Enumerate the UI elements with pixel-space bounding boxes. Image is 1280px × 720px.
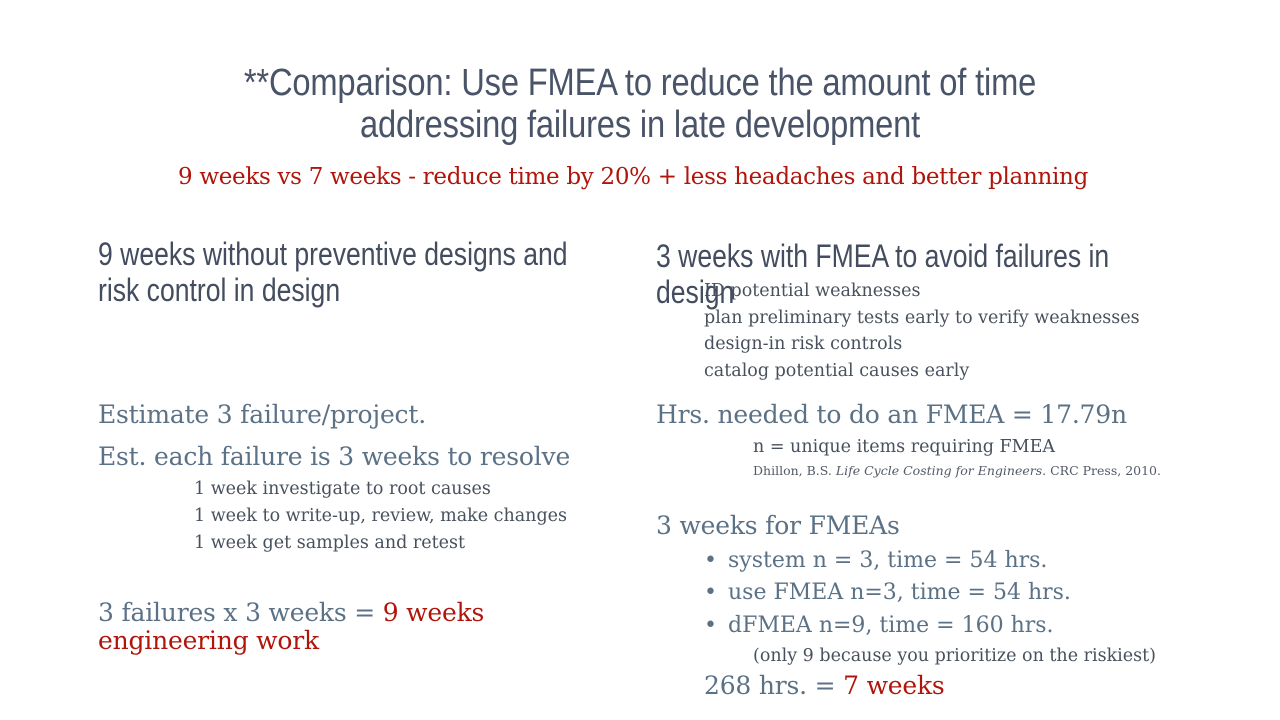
- left-heading: 9 weeks without preventive designs and risk control in design: [98, 236, 568, 308]
- right-total-weeks: 7 weeks: [843, 671, 945, 700]
- fmea-bullet-item: [704, 548, 1047, 573]
- right-total-line: [704, 671, 945, 700]
- right-heading: 3 weeks with FMEA to avoid failures in design: [656, 238, 1110, 310]
- right-list-item: catalog potential causes early: [704, 361, 970, 381]
- left-step-item: 1 week investigate to root causes: [194, 479, 491, 499]
- slide-title: **Comparison: Use FMEA to reduce the amount of time addressing failures in late development: [243, 62, 1037, 146]
- bullet-dot: •: [704, 613, 717, 638]
- bullet-dot: •: [704, 580, 717, 605]
- prioritize-note: (only 9 because you prioritize on the riskiest): [753, 646, 1156, 666]
- n-definition: n = unique items requiring FMEA: [753, 437, 1055, 457]
- fmea-bullet-text: system n = 3, time = 54 hrs.: [728, 548, 1048, 573]
- citation-author: Dhillon, B.S.: [753, 463, 836, 478]
- fmea-bullet-item: [704, 613, 1054, 638]
- right-list-item: design-in risk controls: [704, 334, 903, 354]
- slide-subtitle: 9 weeks vs 7 weeks - reduce time by 20% + less headaches and better planning: [177, 164, 1088, 190]
- fmea-bullet-text: dFMEA n=9, time = 160 hrs.: [728, 613, 1054, 638]
- left-step-item: 1 week get samples and retest: [194, 533, 466, 553]
- left-estimate-duration: Est. each failure is 3 weeks to resolve: [98, 442, 571, 471]
- fmea-bullet-text: use FMEA n=3, time = 54 hrs.: [728, 580, 1071, 605]
- citation-title: Life Cycle Costing for Engineers: [835, 463, 1043, 478]
- bullet-dot: •: [704, 548, 717, 573]
- left-step-item: 1 week to write-up, review, make changes: [194, 506, 567, 526]
- left-total-work: engineering work: [98, 626, 319, 655]
- left-total-prefix: 3 failures x 3 weeks =: [98, 598, 383, 627]
- right-list-item: ID potential weaknesses: [704, 281, 921, 301]
- left-total-weeks: 9 weeks: [382, 598, 485, 627]
- fmea-hours-formula: Hrs. needed to do an FMEA = 17.79n: [656, 400, 1127, 429]
- left-estimate-failures: Estimate 3 failure/project.: [98, 400, 426, 429]
- right-list-item: plan preliminary tests early to verify weaknesses: [704, 308, 1140, 328]
- fmea-weeks-heading: 3 weeks for FMEAs: [656, 511, 900, 540]
- right-total-prefix: 268 hrs. =: [704, 671, 844, 700]
- citation: [753, 463, 1161, 478]
- fmea-bullet-item: [704, 580, 1071, 605]
- citation-publisher: . CRC Press, 2010.: [1042, 463, 1161, 478]
- left-total-line: [98, 598, 484, 627]
